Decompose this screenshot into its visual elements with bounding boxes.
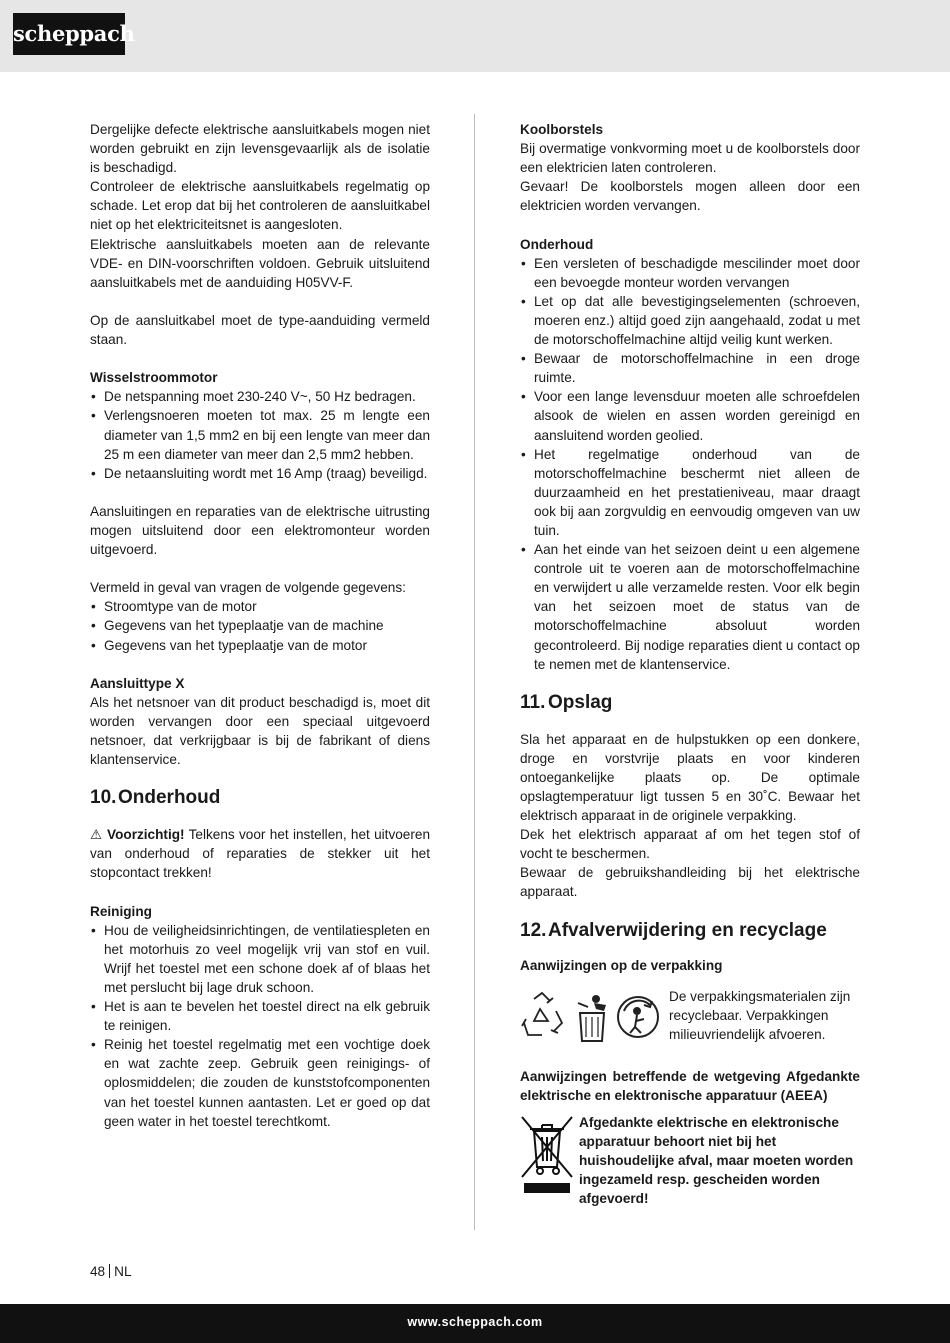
language-code: NL	[114, 1264, 132, 1279]
warning-paragraph	[90, 825, 430, 882]
section-heading-10	[90, 785, 430, 811]
section-title: Afvalverwijdering en recyclage	[548, 919, 827, 941]
list-item: • Het regelmatige onderhoud van de motorschoffelmachine beschermt niet alleen de duurzaamheid en het prestatieniveau, maar draagt ook bij aan zorgvuldig en eenvoudig omgeven van uw tuin.	[520, 445, 860, 540]
paragraph: Elektrische aansluitkabels moeten aan de relevante VDE- en DIN-voorschriften voldoen. Gebruik uitsluitend aansluitkabels met de aanduiding H05VV-F.	[90, 236, 430, 290]
paragraph: Dergelijke defecte elektrische aansluitkabels mogen niet worden gebruikt en zijn levensgevaarlijk als de isolatie is beschadigd.	[90, 122, 430, 176]
warning-icon: ⚠	[90, 827, 103, 843]
page-number-value: 48	[90, 1264, 106, 1279]
section-heading-12	[520, 918, 860, 944]
paragraph: Bij overmatige vonkvorming moet u de koolborstels door een elektricien laten controleren.	[520, 141, 860, 176]
paragraph: Dek het elektrisch apparaat af om het tegen stof of vocht te beschermen.	[520, 827, 860, 862]
subheading-weee: Aanwijzingen betreffende de wetgeving Afgedankte elektrische en elektronische apparatuur (AEEA)	[520, 1068, 860, 1103]
info-list	[90, 597, 430, 654]
list-item: • Gegevens van het typeplaatje van de machine	[90, 616, 430, 635]
list-item: • Bewaar de motorschoffelmachine in een droge ruimte.	[520, 349, 860, 387]
list-item: • Aan het einde van het seizoen deint u een algemene controle uit te voeren aan de motorschoffelmachine en verwijdert u alle verzamelde resten. Voor elk begin van het seizoen moet de status van de motorschoffelmachine absoluut worden gecontroleerd. Bij nodige reparaties dient u contact op te nemen met de klantenservice.	[520, 540, 860, 674]
paragraph: Gevaar! De koolborstels mogen alleen door een elektricien worden vervangen.	[520, 179, 860, 214]
subheading-brushes: Koolborstels	[520, 122, 604, 137]
list-item: • De netspanning moet 230-240 V~, 50 Hz bedragen.	[90, 387, 430, 406]
tidyman-icon	[578, 995, 606, 1041]
list-item: • Stroomtype van de motor	[90, 597, 430, 616]
paragraph: Op de aansluitkabel moet de type-aanduiding vermeld staan.	[90, 312, 430, 348]
list-item: • Een versleten of beschadigde mescilinder moet door een bevoegde monteur worden vervangen	[520, 254, 860, 292]
return-icon	[618, 997, 658, 1037]
brand-logo: scheppach	[13, 13, 125, 55]
list-item: • Let op dat alle bevestigingselementen (schroeven, moeren enz.) altijd goed zijn aangehaald, zodat u met de motorschoffelmachine altijd veilig kunt werken.	[520, 292, 860, 349]
paragraph: Vermeld in geval van vragen de volgende gegevens:	[90, 580, 406, 596]
section-title: Opslag	[548, 691, 613, 713]
paragraph: Als het netsnoer van dit product beschadigd is, moet dit worden vervangen door een speciaal uitgevoerd netsnoer, dat verkrijgbaar is bij de fabrikant of diens klantenservice.	[90, 694, 430, 768]
page-header	[0, 0, 950, 72]
subheading-cleaning: Reiniging	[90, 903, 152, 919]
list-item: • Het is aan te bevelen het toestel direct na elk gebruik te reinigen.	[90, 997, 430, 1035]
column-divider	[474, 114, 475, 1230]
recycle-icon	[522, 993, 562, 1035]
subheading-maintenance: Onderhoud	[520, 236, 594, 252]
paragraph: Bewaar de gebruikshandleiding bij het elektrische apparaat.	[520, 865, 860, 900]
subheading-connection-x: Aansluittype X	[90, 675, 185, 691]
warning-text: Telkens voor het instellen, het uitvoeren van onderhoud of reparaties de stekker uit het stopcontact trekken!	[90, 827, 431, 881]
weee-info	[520, 1113, 860, 1211]
page-number	[90, 1264, 132, 1279]
crossed-bin-icon	[520, 1113, 574, 1195]
weee-text: Afgedankte elektrische en elektronische apparatuur behoort niet bij het huishoudelijke afval, maar moeten worden ingezameld resp. gescheiden worden afgevoerd!	[579, 1114, 854, 1207]
maintenance-list	[520, 254, 860, 674]
section-heading-11	[520, 690, 860, 716]
paragraph: Aansluitingen en reparaties van de elektrische uitrusting mogen uitsluitend door een elektromonteur worden uitgevoerd.	[90, 503, 430, 558]
motor-list	[90, 387, 430, 482]
list-item: • Gegevens van het typeplaatje van de motor	[90, 636, 430, 655]
right-column	[520, 120, 860, 1211]
section-number: 11.	[520, 691, 546, 713]
cleaning-list	[90, 921, 430, 1131]
warning-label: Voorzichtig!	[107, 827, 185, 843]
list-item: • De netaansluiting wordt met 16 Amp (traag) beveiligd.	[90, 464, 430, 483]
page-footer	[0, 1304, 950, 1343]
left-column	[90, 120, 430, 1131]
recycling-symbols	[520, 989, 664, 1049]
paragraph: Controleer de elektrische aansluitkabels regelmatig op schade. Let erop dat bij het controleren de aansluitkabel niet op het elektriciteitsnet is aangesloten.	[90, 179, 430, 233]
list-item: • Reinig het toestel regelmatig met een vochtige doek en wat zachte zeep. Gebruik geen reinigings- of oplosmiddelen; die zouden de kunststofcomponenten van het toestel kunnen aantasten. Let er goed op dat geen water in het toestel terechtkomt.	[90, 1035, 430, 1130]
list-item: • Voor een lange levensduur moeten alle schroefdelen alsook de wielen en assen worden gereinigd en aansluitend worden geolied.	[520, 387, 860, 444]
packaging-text: De verpakkingsmaterialen zijn recyclebaar. Verpakkingen milieuvriendelijk afvoeren.	[669, 988, 851, 1042]
website-link[interactable]: www.scheppach.com	[407, 1315, 543, 1329]
packaging-info	[520, 987, 860, 1067]
list-item: • Verlengsnoeren moeten tot max. 25 m lengte een diameter van 1,5 mm2 en bij een lengte van meer dan 25 m een diameter van meer dan 2,5 mm2 hebben.	[90, 406, 430, 463]
list-item: • Hou de veiligheidsinrichtingen, de ventilatiespleten en het motorhuis zo veel mogelijk vrij van stof en vuil. Wrijf het toestel met een schone doek af of blaas het met perslucht bij lage druk schoon.	[90, 921, 430, 997]
section-number: 10.	[90, 787, 117, 809]
section-number: 12.	[520, 919, 547, 941]
section-title: Onderhoud	[118, 787, 221, 809]
subheading-packaging: Aanwijzingen op de verpakking	[520, 957, 723, 973]
subheading-motor: Wisselstroommotor	[90, 370, 218, 386]
paragraph: Sla het apparaat en de hulpstukken op een donkere, droge en vorstvrije plaats en voor kinderen ontoegankelijke plaats op. De optimale opslagtemperatuur ligt tussen 5 en 30˚C. Bewaar het elektrisch apparaat in de originele verpakking.	[520, 731, 860, 824]
